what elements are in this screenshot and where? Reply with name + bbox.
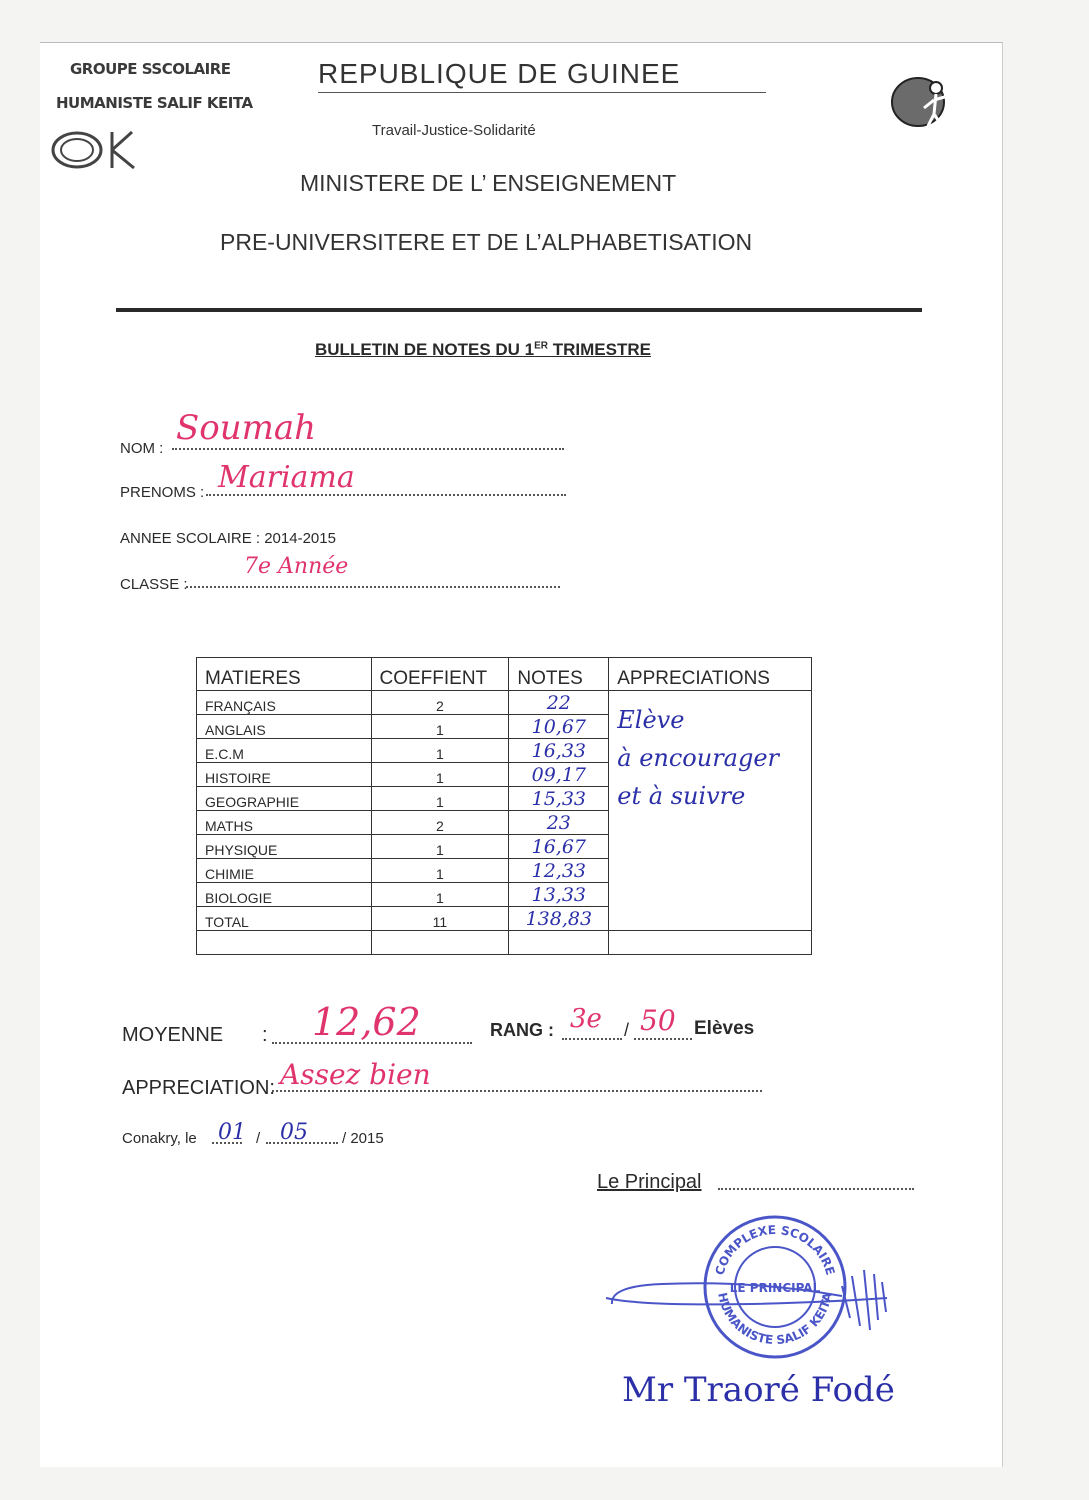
nom-value: Soumah — [176, 408, 317, 448]
subject-cell: GEOGRAPHIE — [197, 787, 372, 811]
table-row — [197, 691, 812, 715]
stamp-text-top: COMPLEXE SCOLAIRE — [712, 1222, 838, 1277]
total-coef-cell: 11 — [371, 907, 509, 931]
principal-name: Mr Traoré Fodé — [622, 1370, 895, 1410]
subject-cell: BIOLOGIE — [197, 883, 372, 907]
coef-cell: 1 — [371, 715, 509, 739]
classe-field — [186, 570, 560, 588]
classe-value: 7e Année — [244, 554, 349, 579]
annee-scolaire: ANNEE SCOLAIRE : 2014-2015 — [120, 530, 336, 547]
appreciation-cell — [609, 691, 812, 931]
moyenne-value: 12,62 — [312, 1000, 421, 1044]
rang-total: 50 — [640, 1004, 676, 1037]
appreciation-line: et à suivre — [617, 782, 746, 810]
nom-label: NOM : — [120, 440, 164, 457]
note-cell: 16,67 — [509, 835, 609, 859]
coef-cell: 1 — [371, 763, 509, 787]
principal-label: Le Principal — [597, 1171, 702, 1193]
header-notes: NOTES — [509, 658, 609, 691]
stamp-center: LE PRINCIPAL — [729, 1281, 821, 1295]
classe-label: CLASSE : — [120, 576, 188, 593]
coef-cell: 1 — [371, 883, 509, 907]
rang-slash: / — [624, 1020, 630, 1040]
empty-cell — [509, 931, 609, 955]
subject-cell: MATHS — [197, 811, 372, 835]
note-cell: 15,33 — [509, 787, 609, 811]
bulletin-title — [315, 340, 651, 360]
header-appreciations: APPRECIATIONS — [609, 658, 812, 691]
date-prefix: Conakry, le — [122, 1130, 197, 1147]
empty-cell — [197, 931, 372, 955]
school-name-line1: GROUPE SSCOLAIRE — [70, 60, 231, 78]
empty-row — [197, 931, 812, 955]
moyenne-label: MOYENNE — [122, 1024, 224, 1046]
appreciation-label: APPRECIATION: — [122, 1077, 275, 1099]
coef-cell: 2 — [371, 691, 509, 715]
ministry-line1: MINISTERE DE L’ ENSEIGNEMENT — [300, 170, 677, 196]
header-divider — [116, 308, 922, 312]
note-cell: 16,33 — [509, 739, 609, 763]
coef-cell: 1 — [371, 739, 509, 763]
principal-field — [718, 1176, 914, 1190]
gsk-logo-icon — [50, 128, 140, 172]
signature-icon — [602, 1256, 892, 1356]
subject-cell: CHIMIE — [197, 859, 372, 883]
subject-cell: HISTOIRE — [197, 763, 372, 787]
header-coefficient: COEFFIENT — [371, 658, 509, 691]
handwritten-signature — [602, 1256, 892, 1356]
appreciation-line: à encourager — [617, 744, 780, 772]
bulletin-title-prefix: BULLETIN DE NOTES DU 1 — [315, 340, 535, 359]
note-cell: 23 — [509, 811, 609, 835]
date-year: / 2015 — [342, 1130, 384, 1147]
coef-cell: 1 — [371, 787, 509, 811]
coef-cell: 1 — [371, 835, 509, 859]
bulletin-title-suffix: TRIMESTRE — [548, 340, 651, 359]
note-cell: 12,33 — [509, 859, 609, 883]
appreciation-line: Elève — [617, 706, 685, 734]
subject-cell: ANGLAIS — [197, 715, 372, 739]
country-title: REPUBLIQUE DE GUINEE — [318, 58, 766, 93]
rang-label: RANG : — [490, 1020, 554, 1040]
bulletin-title-sup: ER — [534, 340, 549, 352]
note-cell: 13,33 — [509, 883, 609, 907]
coef-cell: 1 — [371, 859, 509, 883]
coef-cell: 2 — [371, 811, 509, 835]
total-note-cell: 138,83 — [509, 907, 609, 931]
prenoms-label: PRENOMS : — [120, 484, 205, 501]
grades-header-row — [197, 658, 812, 691]
subject-cell: PHYSIQUE — [197, 835, 372, 859]
stamp-text-bottom: HUMANISTE SALIF KEITA — [715, 1291, 835, 1348]
school-name-line2: HUMANISTE SALIF KEITA — [56, 94, 253, 112]
appreciation-value: Assez bien — [280, 1058, 431, 1091]
note-cell: 09,17 — [509, 763, 609, 787]
empty-cell — [371, 931, 509, 955]
note-cell: 10,67 — [509, 715, 609, 739]
grades-table — [196, 657, 812, 955]
subject-cell: E.C.M — [197, 739, 372, 763]
rang-value: 3e — [570, 1004, 602, 1034]
prenoms-value: Mariama — [218, 460, 355, 495]
subject-cell: FRANÇAIS — [197, 691, 372, 715]
total-label-cell: TOTAL — [197, 907, 372, 931]
note-cell: 22 — [509, 691, 609, 715]
school-logo — [50, 128, 140, 172]
eleves-label: Elèves — [694, 1018, 755, 1039]
country-motto: Travail-Justice-Solidarité — [372, 122, 536, 139]
date-slash: / — [256, 1130, 261, 1147]
moyenne-colon: : — [262, 1024, 268, 1046]
date-day: 01 — [218, 1120, 246, 1145]
national-emblem — [886, 70, 956, 132]
ministry-line2: PRE-UNIVERSITERE ET DE L’ALPHABETISATION — [220, 229, 753, 255]
emblem-icon — [886, 70, 956, 132]
header-matieres: MATIERES — [197, 658, 372, 691]
date-month: 05 — [280, 1120, 308, 1145]
empty-cell — [609, 931, 812, 955]
